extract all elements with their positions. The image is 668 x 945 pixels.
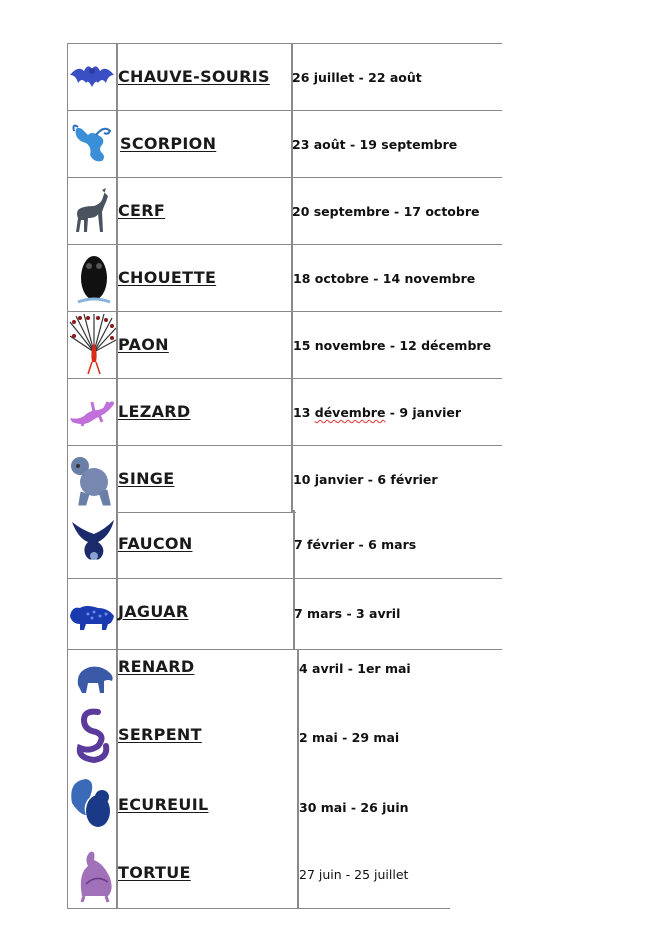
date-range: 10 janvier - 6 février bbox=[293, 472, 438, 487]
sign-name[interactable]: CHOUETTE bbox=[118, 268, 217, 287]
sign-name[interactable]: TORTUE bbox=[118, 863, 191, 882]
sign-name[interactable]: LEZARD bbox=[118, 402, 191, 421]
sign-name[interactable]: ECUREUIL bbox=[118, 795, 209, 814]
table-row bbox=[0, 771, 668, 839]
date-range: 20 septembre - 17 octobre bbox=[292, 204, 480, 219]
table-row bbox=[0, 244, 668, 311]
date-range: 2 mai - 29 mai bbox=[299, 730, 400, 745]
bat-icon bbox=[68, 43, 116, 110]
date-range: 18 octobre - 14 novembre bbox=[293, 271, 476, 286]
table-row bbox=[0, 43, 668, 110]
sign-name[interactable]: FAUCON bbox=[118, 534, 193, 553]
sign-name[interactable]: SINGE bbox=[118, 469, 175, 488]
table-row bbox=[0, 110, 668, 177]
sign-name[interactable]: CHAUVE-SOURIS bbox=[118, 67, 270, 86]
table-row bbox=[0, 445, 668, 512]
jaguar-icon bbox=[68, 578, 116, 649]
table-row bbox=[0, 378, 668, 445]
table-row bbox=[0, 839, 668, 908]
date-range: 4 avril - 1er mai bbox=[299, 661, 411, 676]
falcon-icon bbox=[68, 512, 116, 578]
date-range: 27 juin - 25 juillet bbox=[299, 867, 409, 882]
table-row bbox=[0, 177, 668, 244]
owl-icon bbox=[68, 244, 116, 311]
date-range: 23 août - 19 septembre bbox=[292, 137, 458, 152]
monkey-icon bbox=[68, 445, 116, 512]
table-row bbox=[0, 311, 668, 378]
peacock-icon bbox=[68, 311, 116, 378]
snake-icon bbox=[68, 701, 116, 771]
sign-name[interactable]: JAGUAR bbox=[118, 602, 189, 621]
squirrel-icon bbox=[68, 771, 116, 839]
sign-name[interactable]: CERF bbox=[118, 201, 166, 220]
fox-icon bbox=[68, 649, 116, 701]
tortoise-icon bbox=[68, 839, 116, 908]
table-row bbox=[0, 578, 668, 649]
sign-name[interactable]: SERPENT bbox=[118, 725, 202, 744]
table-row bbox=[0, 512, 668, 578]
date-range: 30 mai - 26 juin bbox=[299, 800, 409, 815]
table-row bbox=[0, 701, 668, 771]
scorpion-icon bbox=[68, 110, 116, 177]
sign-name[interactable]: SCORPION bbox=[120, 134, 217, 153]
date-range: 15 novembre - 12 décembre bbox=[293, 338, 492, 353]
date-range: 13 dévembre - 9 janvier bbox=[293, 405, 462, 420]
table-bottom-border bbox=[68, 908, 450, 909]
sign-name[interactable]: PAON bbox=[118, 335, 169, 354]
lizard-icon bbox=[68, 378, 116, 445]
sign-name[interactable]: RENARD bbox=[118, 657, 195, 676]
date-range: 26 juillet - 22 août bbox=[292, 70, 422, 85]
deer-icon bbox=[68, 177, 116, 244]
date-range: 7 février - 6 mars bbox=[294, 537, 417, 552]
table-row bbox=[0, 649, 668, 701]
date-range: 7 mars - 3 avril bbox=[294, 606, 401, 621]
